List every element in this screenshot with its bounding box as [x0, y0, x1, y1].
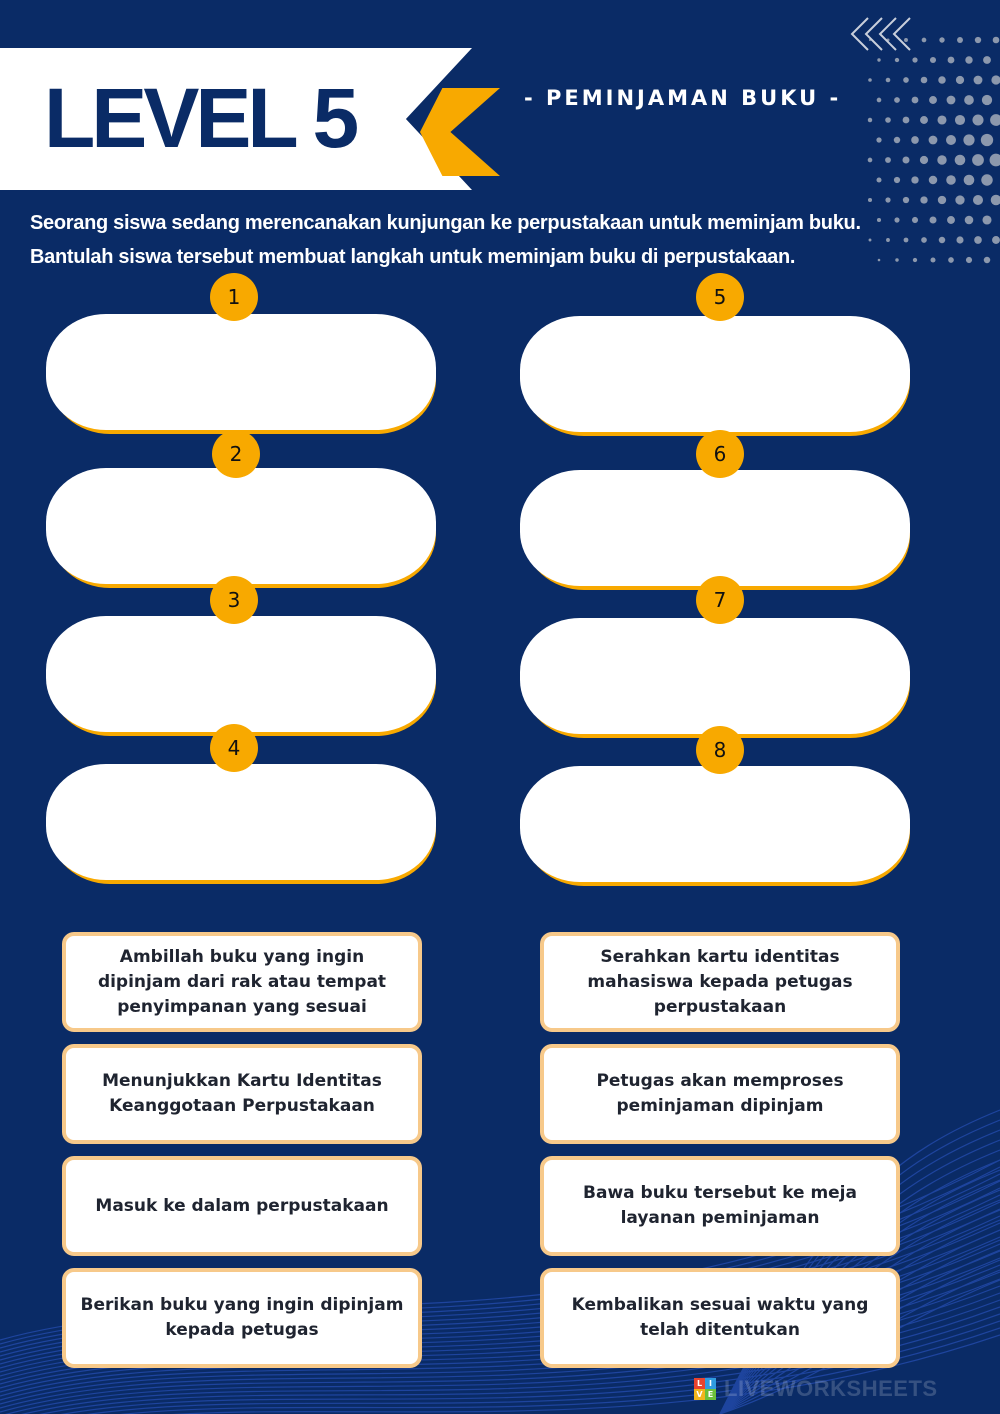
- dot: [938, 76, 945, 83]
- dot: [939, 237, 945, 243]
- dot: [946, 175, 956, 185]
- option-card[interactable]: [540, 1268, 900, 1368]
- dot: [902, 156, 909, 163]
- dot: [930, 57, 936, 63]
- liveworksheets-logo-icon: [694, 1378, 716, 1400]
- dot: [939, 37, 944, 42]
- dot: [946, 135, 956, 145]
- drop-target[interactable]: [520, 316, 910, 432]
- dot: [912, 97, 919, 104]
- dot: [876, 137, 881, 142]
- dot: [975, 37, 981, 43]
- dot: [974, 76, 983, 85]
- dot: [972, 114, 983, 125]
- option-card[interactable]: [540, 932, 900, 1032]
- dot: [964, 95, 974, 105]
- dot: [956, 236, 963, 243]
- step-number-badge: 8: [696, 726, 744, 774]
- liveworksheets-watermark: [694, 1376, 994, 1402]
- dot: [948, 57, 955, 64]
- dot: [929, 136, 938, 145]
- page-subtitle: - PEMINJAMAN BUKU -: [524, 86, 842, 110]
- dot: [964, 175, 975, 186]
- option-card-text: Ambillah buku yang ingin dipinjam dari rak atau tempat penyimpanan yang sesuai: [97, 946, 387, 1017]
- drop-target[interactable]: [46, 468, 436, 584]
- dot: [886, 78, 891, 83]
- dot: [903, 197, 909, 203]
- dot: [920, 196, 927, 203]
- dot: [984, 257, 991, 264]
- dot: [963, 134, 974, 145]
- dot: [868, 198, 872, 202]
- dot: [966, 257, 972, 263]
- dot: [894, 177, 900, 183]
- dot: [877, 98, 882, 103]
- watermark-text: LIVEWORKSHEETS: [724, 1376, 938, 1401]
- dot: [974, 236, 982, 244]
- dot: [877, 58, 880, 61]
- answer-slot-5[interactable]: [520, 316, 910, 434]
- dot: [876, 177, 881, 182]
- drop-target[interactable]: [520, 470, 910, 586]
- dot: [955, 155, 966, 166]
- dot: [885, 197, 890, 202]
- step-number-badge: 7: [696, 576, 744, 624]
- answer-slot-8[interactable]: [520, 766, 910, 884]
- logo-letter: L: [694, 1378, 705, 1389]
- dot: [920, 156, 928, 164]
- page-title: LEVEL 5: [44, 71, 356, 165]
- dot: [991, 75, 1000, 84]
- option-card[interactable]: [62, 932, 422, 1032]
- dot: [894, 137, 900, 143]
- drop-target[interactable]: [46, 764, 436, 880]
- option-card[interactable]: [540, 1156, 900, 1256]
- dot: [868, 78, 872, 82]
- dot: [973, 195, 983, 205]
- step-number-badge: 5: [696, 273, 744, 321]
- dot: [993, 37, 1000, 44]
- option-card-text: Kembalikan sesuai waktu yang telah ditentukan: [571, 1295, 869, 1340]
- dot: [929, 96, 937, 104]
- instruction-line-2: Bantulah siswa tersebut membuat langkah untuk meminjam buku di perpustakaan.: [30, 246, 796, 268]
- answer-slot-7[interactable]: [520, 618, 910, 736]
- dot: [991, 195, 1000, 206]
- dot: [937, 155, 946, 164]
- answer-slot-3[interactable]: [46, 616, 436, 734]
- dot: [983, 56, 991, 64]
- answer-slot-1[interactable]: [46, 314, 436, 432]
- dot: [903, 117, 910, 124]
- drop-target[interactable]: [520, 618, 910, 734]
- instruction-text: [30, 206, 930, 274]
- dot: [957, 37, 963, 43]
- option-card-text: Masuk ke dalam perpustakaan: [95, 1195, 389, 1216]
- dot: [885, 157, 891, 163]
- logo-letter: I: [705, 1378, 716, 1389]
- instruction-line-1: Seorang siswa sedang merencanakan kunjungan ke perpustakaan untuk meminjam buku.: [30, 212, 861, 234]
- dot: [972, 154, 984, 166]
- option-card-text: Berikan buku yang ingin dipinjam kepada petugas: [80, 1295, 404, 1340]
- dot: [868, 158, 873, 163]
- step-number-badge: 4: [210, 724, 258, 772]
- dot: [938, 196, 946, 204]
- option-card-text: Serahkan kartu identitas mahasiswa kepada petugas perpustakaan: [587, 946, 853, 1017]
- drop-target[interactable]: [46, 616, 436, 732]
- dot: [947, 96, 956, 105]
- dot: [956, 76, 964, 84]
- dot: [982, 215, 991, 224]
- logo-letter: V: [694, 1389, 705, 1400]
- answer-slot-4[interactable]: [46, 764, 436, 882]
- option-card[interactable]: [62, 1268, 422, 1368]
- dot: [921, 77, 928, 84]
- dot: [990, 114, 1000, 126]
- dot: [981, 134, 993, 146]
- dot: [955, 195, 964, 204]
- step-number-badge: 3: [210, 576, 258, 624]
- option-card[interactable]: [540, 1044, 900, 1144]
- logo-letter: E: [705, 1389, 716, 1400]
- dot: [947, 216, 955, 224]
- dot: [922, 38, 927, 43]
- dot: [929, 216, 936, 223]
- dot: [895, 58, 899, 62]
- dot: [981, 174, 992, 185]
- dot: [894, 97, 900, 103]
- dot: [965, 56, 972, 63]
- dot: [937, 115, 946, 124]
- answer-slot-6[interactable]: [520, 470, 910, 588]
- dot: [955, 115, 965, 125]
- dot: [929, 176, 937, 184]
- dot: [903, 77, 909, 83]
- dot: [920, 116, 928, 124]
- drop-target[interactable]: [46, 314, 436, 430]
- option-card-text: Petugas akan memproses peminjaman dipinjam: [596, 1071, 844, 1116]
- dot: [868, 118, 872, 122]
- drop-target[interactable]: [520, 766, 910, 882]
- dot: [965, 216, 974, 225]
- dot: [911, 136, 919, 144]
- step-number-badge: 2: [212, 430, 260, 478]
- dot: [982, 95, 992, 105]
- answer-slot-2[interactable]: [46, 468, 436, 586]
- dot: [930, 257, 935, 262]
- dot: [885, 117, 891, 123]
- option-card[interactable]: [62, 1044, 422, 1144]
- dot: [911, 176, 918, 183]
- option-card-text: Menunjukkan Kartu Identitas Keanggotaan Perpustakaan: [102, 1071, 382, 1116]
- dot: [992, 236, 1000, 244]
- option-card[interactable]: [62, 1156, 422, 1256]
- dot: [948, 257, 954, 263]
- option-card-text: Bawa buku tersebut ke meja layanan peminjaman: [583, 1183, 857, 1228]
- step-number-badge: 6: [696, 430, 744, 478]
- dot: [912, 57, 917, 62]
- step-number-badge: 1: [210, 273, 258, 321]
- triple-chevron-left-icon: [850, 16, 912, 52]
- dot: [990, 154, 1000, 167]
